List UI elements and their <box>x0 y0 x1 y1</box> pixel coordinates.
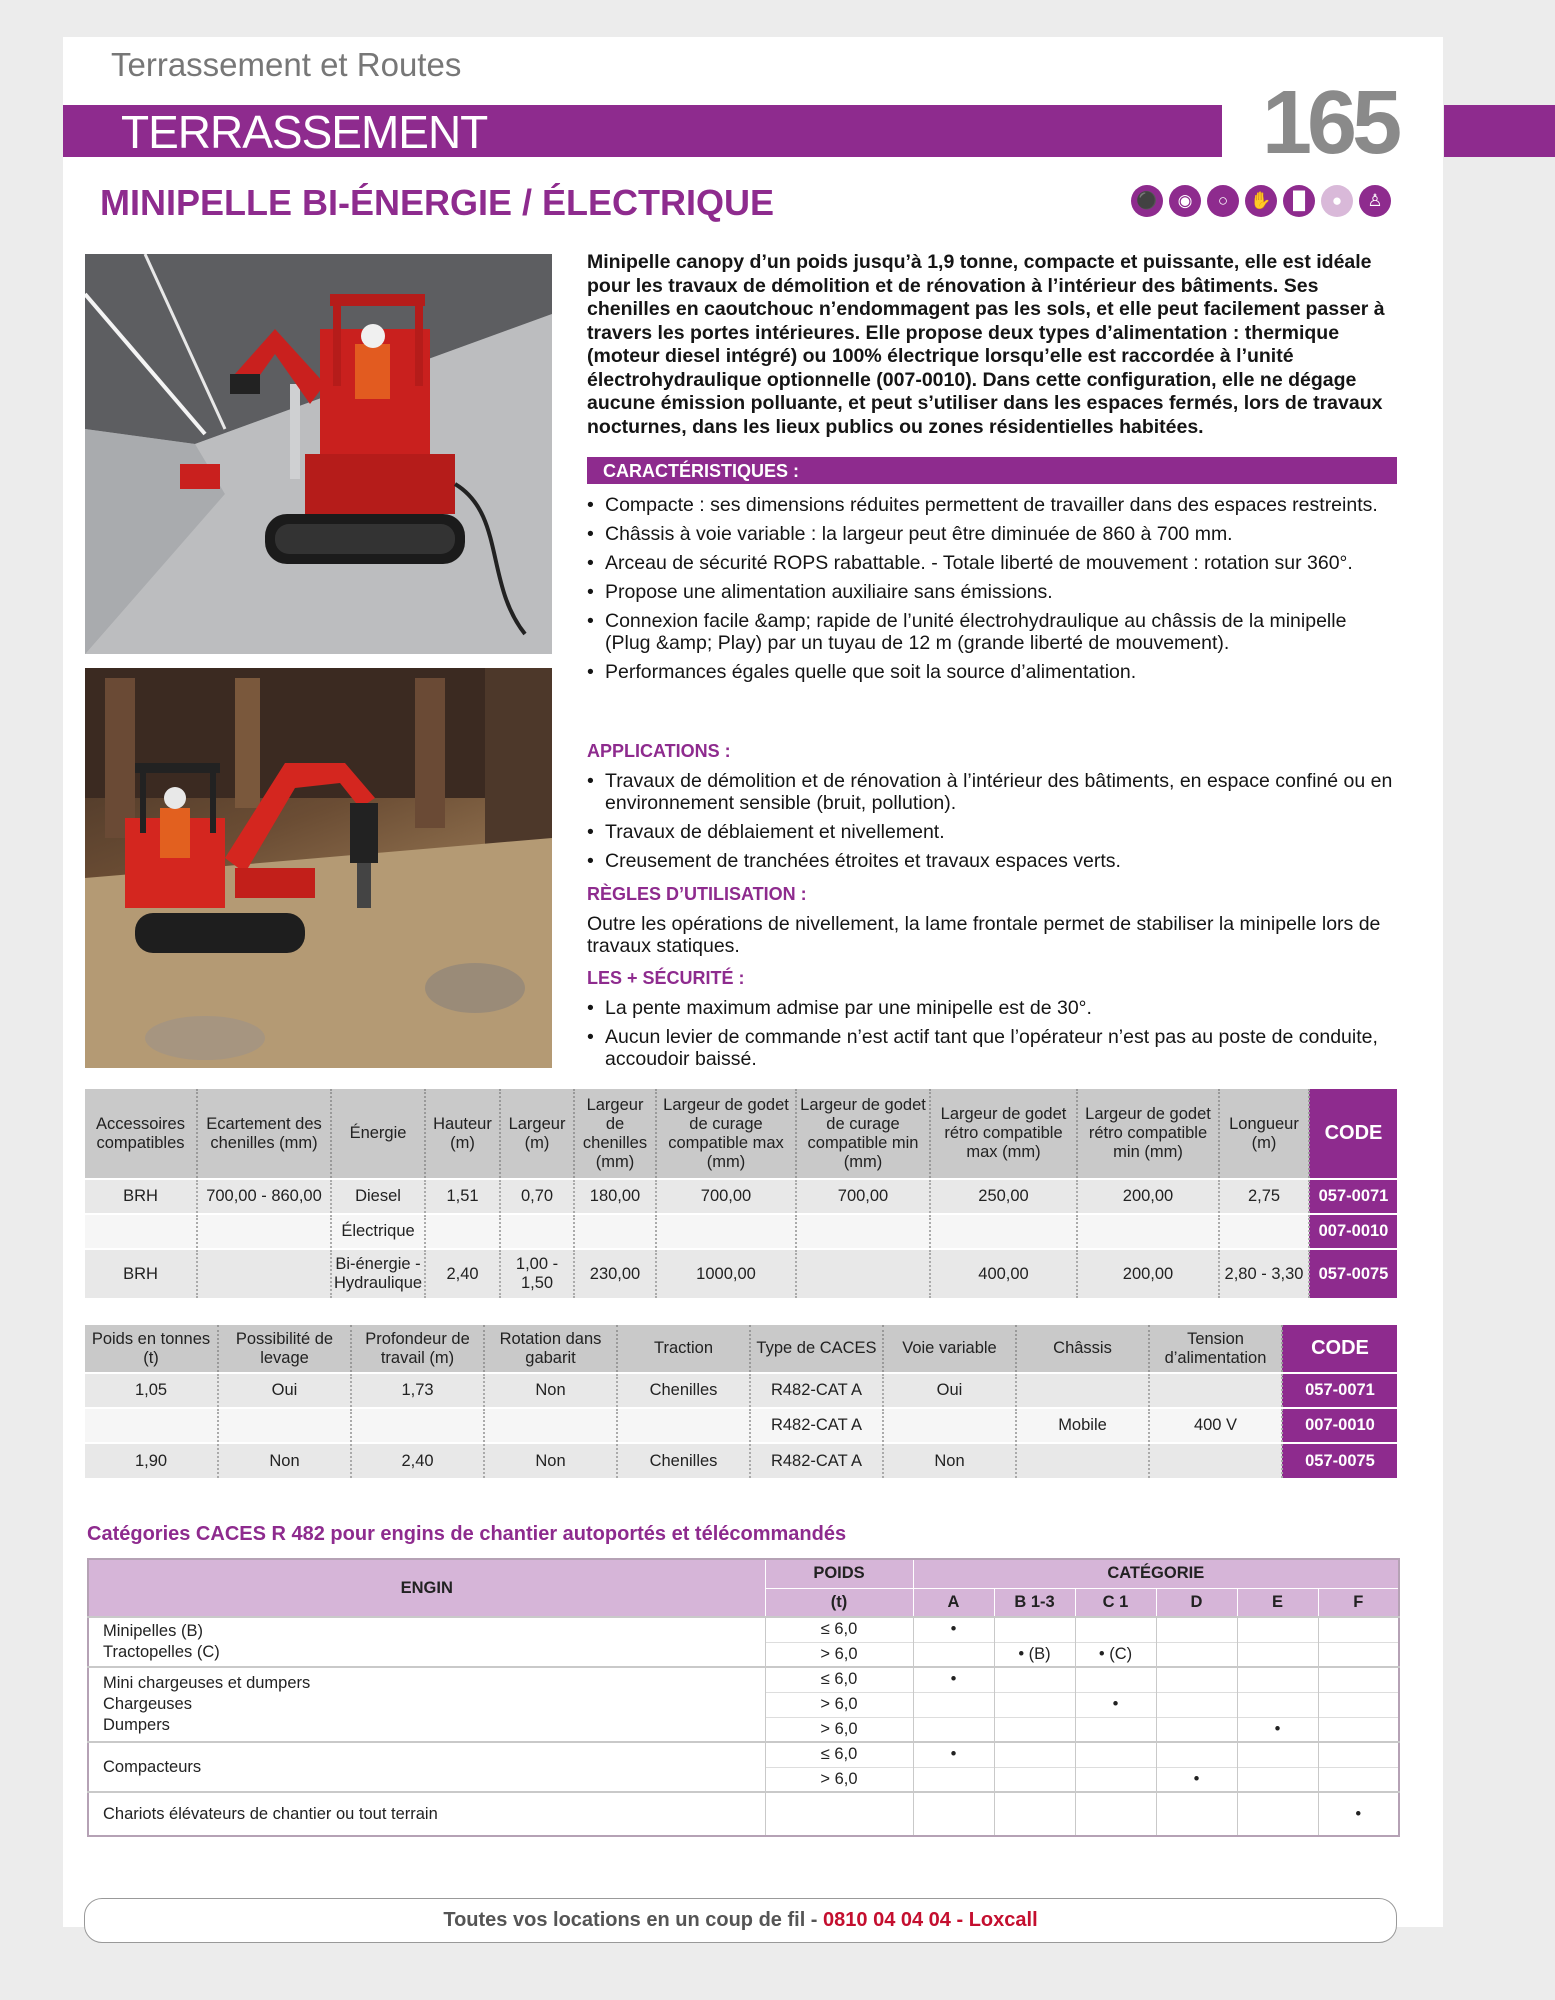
list-item: • Connexion facile &amp; rapide de l’unité électrohydraulique au châssis de la minipelle (Plug &amp; Play) par un tuyau de 12 m (grande liberté de mouvement). <box>587 610 1397 654</box>
table-cell: • <box>1237 1717 1318 1742</box>
caracteristiques-heading: CARACTÉRISTIQUES : <box>587 457 1397 484</box>
table-cell <box>913 1767 994 1792</box>
table-row <box>88 1667 1399 1692</box>
footer-text: Toutes vos locations en un coup de fil - <box>443 1909 824 1931</box>
list-item: • Aucun levier de commande n’est actif tant que l’opérateur n’est pas au poste de conduite, accoudoir baissé. <box>587 1026 1397 1070</box>
table-cell: 2,40 <box>351 1443 484 1478</box>
table-cell: 700,00 <box>796 1179 930 1214</box>
table-header: Rotation dans gabarit <box>484 1325 617 1373</box>
categorie-header: CATÉGORIE <box>913 1559 1399 1588</box>
list-item: • Travaux de démolition et de rénovation à l’intérieur des bâtiments, en espace confiné ou en environnement sensible (bruit, pollution). <box>587 770 1397 814</box>
table-row <box>85 1179 1397 1214</box>
coverall-icon: ♙ <box>1359 185 1391 217</box>
table-row <box>85 1373 1397 1408</box>
table-cell <box>85 1214 197 1249</box>
specs-table-dimensions <box>85 1089 1397 1298</box>
table-cell: 1,05 <box>85 1373 218 1408</box>
table-cell <box>484 1408 617 1443</box>
table-cell <box>994 1692 1075 1717</box>
table-cell: 700,00 - 860,00 <box>197 1179 331 1214</box>
table-cell: 0,70 <box>500 1179 574 1214</box>
table-cell <box>1156 1792 1237 1836</box>
table-cell: 180,00 <box>574 1179 656 1214</box>
gloves-icon: ✋ <box>1245 185 1277 217</box>
table-cell <box>1237 1667 1318 1692</box>
table-cell <box>1149 1373 1282 1408</box>
category-header: D <box>1156 1588 1237 1617</box>
table-cell: 1,00 - 1,50 <box>500 1249 574 1298</box>
table-cell: Mobile <box>1016 1408 1149 1443</box>
list-item: • Châssis à voie variable : la largeur peut être diminuée de 860 à 700 mm. <box>587 523 1397 545</box>
table-cell <box>1149 1443 1282 1478</box>
table-cell <box>617 1408 750 1443</box>
table-row <box>88 1617 1399 1642</box>
table-header: Possibilité de levage <box>218 1325 351 1373</box>
table-cell <box>1075 1667 1156 1692</box>
category-band-tab <box>1444 105 1555 157</box>
table-cell <box>425 1214 500 1249</box>
engin-cell <box>88 1742 765 1792</box>
applications-heading: APPLICATIONS : <box>587 741 731 761</box>
category-header: E <box>1237 1588 1318 1617</box>
product-code[interactable]: 007-0010 <box>1282 1408 1397 1443</box>
table-cell <box>913 1642 994 1667</box>
engin-cell <box>88 1617 765 1667</box>
table-cell <box>1237 1692 1318 1717</box>
table-header: Poids en tonnes (t) <box>85 1325 218 1373</box>
regles-text: Outre les opérations de nivellement, la lame frontale permet de stabiliser la minipelle lors de travaux statiques. <box>587 913 1381 957</box>
table-cell: Bi-énergie - Hydraulique <box>331 1249 425 1298</box>
specs-table-usage <box>85 1325 1397 1478</box>
table-cell <box>1156 1617 1237 1642</box>
table-cell <box>994 1792 1075 1836</box>
table-cell: 2,75 <box>1219 1179 1309 1214</box>
helmet-icon: ⚫ <box>1131 185 1163 217</box>
product-code[interactable]: 057-0075 <box>1309 1249 1397 1298</box>
table-cell <box>1318 1717 1399 1742</box>
table-cell: Électrique <box>331 1214 425 1249</box>
table-row <box>85 1443 1397 1478</box>
table-cell <box>1156 1642 1237 1667</box>
table-cell: Oui <box>883 1373 1016 1408</box>
table-cell <box>994 1667 1075 1692</box>
table-cell: • <box>1318 1792 1399 1836</box>
engin-label: Chariots élévateurs de chantier ou tout terrain <box>103 1804 438 1823</box>
product-title: MINIPELLE BI-ÉNERGIE / ÉLECTRIQUE <box>100 182 775 223</box>
table-cell: > 6,0 <box>765 1767 913 1792</box>
footer-phone[interactable]: 0810 04 04 04 - Loxcall <box>823 1909 1038 1931</box>
table-cell: ≤ 6,0 <box>765 1667 913 1692</box>
list-item: • Arceau de sécurité ROPS rabattable. - Totale liberté de mouvement : rotation sur 360°. <box>587 552 1397 574</box>
table-cell: 200,00 <box>1077 1249 1219 1298</box>
table-cell <box>85 1408 218 1443</box>
code-header: CODE <box>1309 1089 1397 1179</box>
table-cell <box>197 1214 331 1249</box>
table-cell: • <box>913 1667 994 1692</box>
poids-header: POIDS <box>765 1559 913 1588</box>
table-cell <box>1077 1214 1219 1249</box>
product-code[interactable]: 007-0010 <box>1309 1214 1397 1249</box>
table-cell: 250,00 <box>930 1179 1077 1214</box>
ear-protection-icon: ◉ <box>1169 185 1201 217</box>
caracteristiques-list <box>587 494 1397 690</box>
table-header: Énergie <box>331 1089 425 1179</box>
table-cell <box>574 1214 656 1249</box>
table-row <box>88 1742 1399 1767</box>
table-cell: 1,73 <box>351 1373 484 1408</box>
safety-icons <box>1131 185 1391 217</box>
table-cell: BRH <box>85 1179 197 1214</box>
table-header: Châssis <box>1016 1325 1149 1373</box>
securite-list <box>587 997 1397 1077</box>
product-photo-demolition <box>85 668 552 1068</box>
table-cell: Oui <box>218 1373 351 1408</box>
section-title: Terrassement et Routes <box>111 46 462 83</box>
table-header: Voie variable <box>883 1325 1016 1373</box>
table-cell <box>1237 1792 1318 1836</box>
securite-heading: LES + SÉCURITÉ : <box>587 968 745 988</box>
engin-label: Dumpers <box>103 1716 170 1734</box>
category-header: F <box>1318 1588 1399 1617</box>
applications-list <box>587 770 1397 879</box>
table-cell <box>1156 1667 1237 1692</box>
table-cell <box>796 1214 930 1249</box>
table-cell: • (C) <box>1075 1642 1156 1667</box>
table-cell <box>1016 1373 1149 1408</box>
table-cell <box>913 1692 994 1717</box>
category-header: B 1-3 <box>994 1588 1075 1617</box>
table-cell: 2,40 <box>425 1249 500 1298</box>
table-header: Ecartement des chenilles (mm) <box>197 1089 331 1179</box>
code-header: CODE <box>1282 1325 1397 1373</box>
table-cell: Non <box>484 1443 617 1478</box>
table-cell <box>218 1408 351 1443</box>
list-item: • Compacte : ses dimensions réduites permettent de travailler dans des espaces restreints. <box>587 494 1397 516</box>
table-cell: • <box>1156 1767 1237 1792</box>
list-item: • Propose une alimentation auxiliaire sans émissions. <box>587 581 1397 603</box>
table-cell <box>1219 1214 1309 1249</box>
table-cell: R482-CAT A <box>750 1373 883 1408</box>
table-header: Largeur de godet de curage compatible max (mm) <box>656 1089 796 1179</box>
engin-label: Chargeuses <box>103 1695 192 1713</box>
list-item: • Performances égales quelle que soit la source d’alimentation. <box>587 661 1397 683</box>
table-cell: 1,51 <box>425 1179 500 1214</box>
table-header: Profondeur de travail (m) <box>351 1325 484 1373</box>
product-code[interactable]: 057-0071 <box>1282 1373 1397 1408</box>
engin-cell <box>88 1667 765 1742</box>
table-cell <box>1318 1767 1399 1792</box>
table-header-row <box>88 1559 1399 1588</box>
table-header: Accessoires compatibles <box>85 1089 197 1179</box>
table-cell <box>994 1742 1075 1767</box>
table-header: Longueur (m) <box>1219 1089 1309 1179</box>
table-cell: 1000,00 <box>656 1249 796 1298</box>
table-cell <box>883 1408 1016 1443</box>
table-header: Hauteur (m) <box>425 1089 500 1179</box>
table-cell: > 6,0 <box>765 1692 913 1717</box>
mask-icon: ● <box>1321 185 1353 217</box>
category-title: TERRASSEMENT <box>121 106 488 158</box>
table-row <box>85 1214 1397 1249</box>
table-cell <box>1318 1617 1399 1642</box>
table-header: Largeur de godet rétro compatible min (mm) <box>1077 1089 1219 1179</box>
table-header: Largeur de chenilles (mm) <box>574 1089 656 1179</box>
table-cell: • <box>913 1617 994 1642</box>
table-header-row <box>85 1325 1397 1373</box>
page-number: 165 <box>1262 73 1398 173</box>
table-cell <box>1075 1767 1156 1792</box>
table-header: Largeur de godet de curage compatible min (mm) <box>796 1089 930 1179</box>
table-header: Traction <box>617 1325 750 1373</box>
table-cell <box>1237 1767 1318 1792</box>
table-cell: R482-CAT A <box>750 1408 883 1443</box>
list-item: • Creusement de tranchées étroites et travaux espaces verts. <box>587 850 1397 872</box>
table-cell: • (B) <box>994 1642 1075 1667</box>
table-cell <box>1156 1692 1237 1717</box>
table-header: Largeur de godet rétro compatible max (mm) <box>930 1089 1077 1179</box>
engin-cell <box>88 1792 765 1836</box>
list-item: • La pente maximum admise par une minipelle est de 30°. <box>587 997 1397 1019</box>
table-header: Type de CACES <box>750 1325 883 1373</box>
table-cell: • <box>1075 1692 1156 1717</box>
table-cell <box>994 1717 1075 1742</box>
table-cell: Non <box>883 1443 1016 1478</box>
table-cell: 400,00 <box>930 1249 1077 1298</box>
table-cell <box>765 1792 913 1836</box>
footer-contact <box>84 1898 1397 1943</box>
list-item: • Travaux de déblaiement et nivellement. <box>587 821 1397 843</box>
table-row <box>85 1249 1397 1298</box>
category-header: A <box>913 1588 994 1617</box>
table-cell: Diesel <box>331 1179 425 1214</box>
table-cell <box>994 1617 1075 1642</box>
table-row <box>88 1792 1399 1836</box>
table-cell: 700,00 <box>656 1179 796 1214</box>
table-header: Largeur (m) <box>500 1089 574 1179</box>
engin-header: ENGIN <box>88 1559 765 1617</box>
table-cell <box>1156 1742 1237 1767</box>
table-cell: Chenilles <box>617 1443 750 1478</box>
table-cell: ≤ 6,0 <box>765 1742 913 1767</box>
table-cell <box>1318 1642 1399 1667</box>
table-cell: • <box>913 1742 994 1767</box>
table-cell <box>913 1717 994 1742</box>
table-cell <box>1318 1692 1399 1717</box>
table-cell <box>1237 1642 1318 1667</box>
table-cell <box>1075 1717 1156 1742</box>
category-header: C 1 <box>1075 1588 1156 1617</box>
safety-glasses-icon: ○ <box>1207 185 1239 217</box>
table-cell <box>351 1408 484 1443</box>
product-photo-tunnel <box>85 254 552 654</box>
category-band <box>63 105 1222 157</box>
table-cell <box>1318 1742 1399 1767</box>
table-cell <box>994 1767 1075 1792</box>
table-cell: Non <box>218 1443 351 1478</box>
table-cell <box>500 1214 574 1249</box>
table-cell <box>796 1249 930 1298</box>
engin-label: Mini chargeuses et dumpers <box>103 1674 311 1692</box>
engin-label: Minipelles (B) <box>103 1622 203 1640</box>
product-code[interactable]: 057-0075 <box>1282 1443 1397 1478</box>
table-cell: R482-CAT A <box>750 1443 883 1478</box>
table-cell <box>1075 1792 1156 1836</box>
table-cell <box>1318 1667 1399 1692</box>
table-cell: > 6,0 <box>765 1717 913 1742</box>
table-row <box>85 1408 1397 1443</box>
table-cell <box>656 1214 796 1249</box>
table-cell: 230,00 <box>574 1249 656 1298</box>
table-cell <box>930 1214 1077 1249</box>
table-cell: 400 V <box>1149 1408 1282 1443</box>
table-cell <box>1016 1443 1149 1478</box>
table-cell <box>197 1249 331 1298</box>
table-cell: > 6,0 <box>765 1642 913 1667</box>
table-cell: 2,80 - 3,30 <box>1219 1249 1309 1298</box>
table-cell <box>1237 1617 1318 1642</box>
table-cell <box>1237 1742 1318 1767</box>
safety-boots-icon: █ <box>1283 185 1315 217</box>
table-cell <box>1075 1617 1156 1642</box>
table-cell <box>1156 1717 1237 1742</box>
table-header-row <box>85 1089 1397 1179</box>
product-code[interactable]: 057-0071 <box>1309 1179 1397 1214</box>
engin-label: Tractopelles (C) <box>103 1643 220 1661</box>
product-description: Minipelle canopy d’un poids jusqu’à 1,9 tonne, compacte et puissante, elle est idéale pour les travaux de démolition et de rénovation à l’intérieur des bâtiments. Ses chenilles en caoutchouc n’endommagent pas les sols, et elle peut facilement passer à travers les portes intérieures. Elle propose deux types d’alimentation : thermique (moteur diesel intégré) ou 100% électrique lorsqu’elle est raccordée à l’unité électrohydraulique optionnelle (007-0010). Dans cette configuration, elle ne dégage aucune émission polluante, et peut s’utiliser dans les espaces fermés, lors de travaux nocturnes, dans les lieux publics ou zones résidentielles habitées. <box>587 251 1385 438</box>
table-cell: BRH <box>85 1249 197 1298</box>
table-cell <box>1075 1742 1156 1767</box>
regles-heading: RÈGLES D’UTILISATION : <box>587 884 807 904</box>
caces-title: Catégories CACES R 482 pour engins de chantier autoportés et télécommandés <box>87 1523 847 1545</box>
table-cell <box>913 1792 994 1836</box>
table-cell: 1,90 <box>85 1443 218 1478</box>
poids-unit-header: (t) <box>765 1588 913 1617</box>
table-header: Tension d’alimentation <box>1149 1325 1282 1373</box>
table-cell: ≤ 6,0 <box>765 1617 913 1642</box>
table-cell: Non <box>484 1373 617 1408</box>
caces-table <box>87 1558 1400 1837</box>
table-cell: 200,00 <box>1077 1179 1219 1214</box>
table-cell: Chenilles <box>617 1373 750 1408</box>
engin-label: Compacteurs <box>103 1757 202 1776</box>
